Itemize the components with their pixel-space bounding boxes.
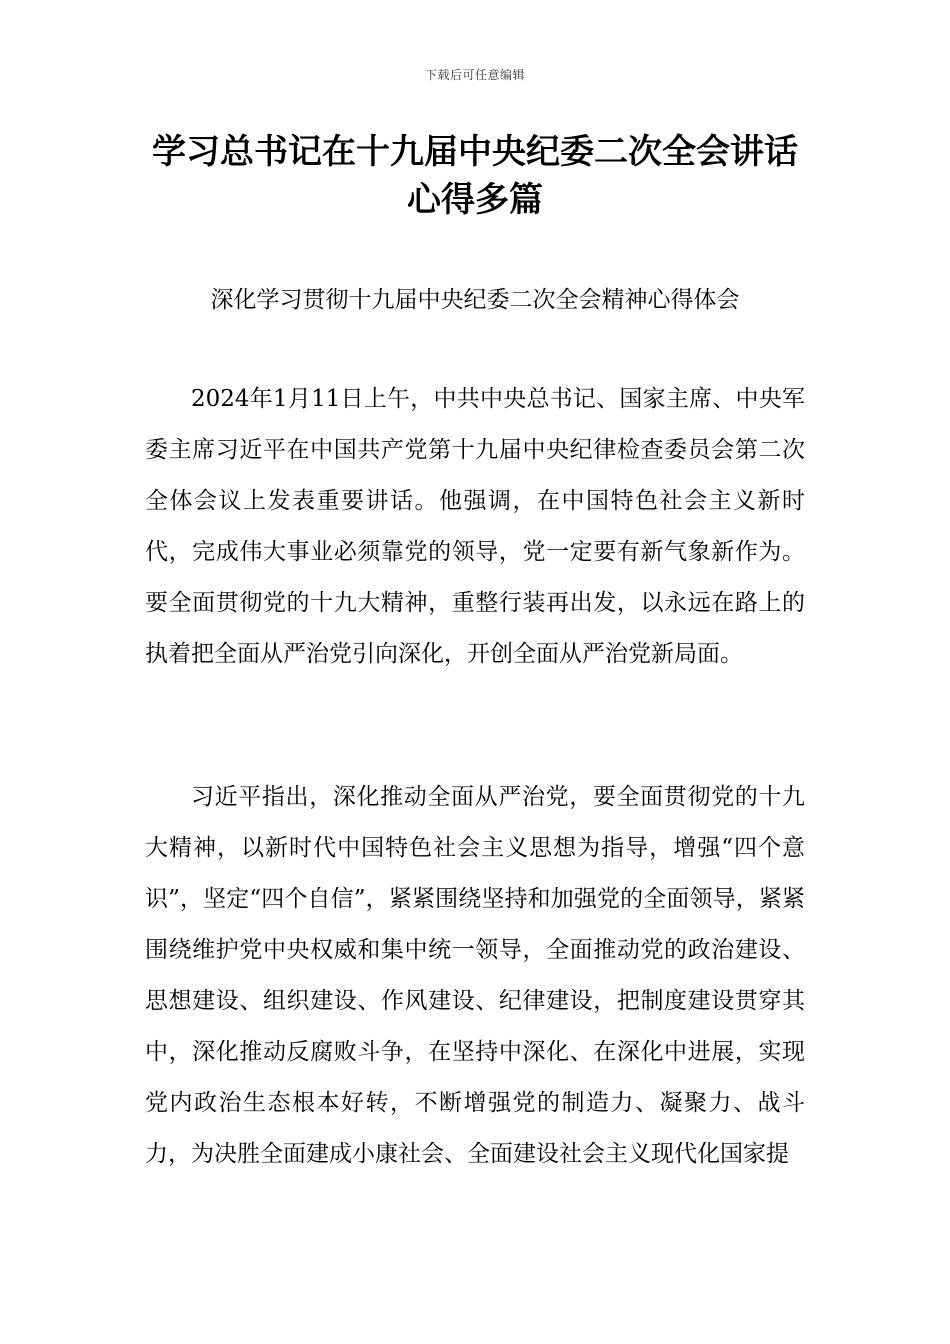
document-title: 学习总书记在十九届中央纪委二次全会讲话心得多篇 xyxy=(152,132,798,220)
header-note: 下载后可任意编辑 xyxy=(424,68,525,82)
document-subtitle: 深化学习贯彻十九届中央纪委二次全会精神心得体会 xyxy=(210,287,740,313)
paragraph-1: 2024年1月11日上午，中共中央总书记、国家主席、中央军委主席习近平在中国共产党第十九届中央纪律检查委员会第二次全体会议上发表重要讲话。他强调，在中国特色社会主义新时代，完成伟大事业必须靠党的领导，党一定要有新气象新作为。要全面贯彻党的十九大精神，重整行装再出发，以永远在路上的执着把全面从严治党引向深化，开创全面从严治党新局面。 xyxy=(145,386,805,667)
paragraph-2: 习近平指出，深化推动全面从严治党，要全面贯彻党的十九大精神，以新时代中国特色社会主义思想为指导，增强“四个意识”，坚定“四个自信”，紧紧围绕坚持和加强党的全面领导，紧紧围绕维护党中央权威和集中统一领导，全面推动党的政治建设、思想建设、组织建设、作风建设、纪律建设，把制度建设贯穿其中，深化推动反腐败斗争，在坚持中深化、在深化中进展，实现党内政治生态根本好转，不断增强党的制造力、凝聚力、战斗力，为决胜全面建成小康社会、全面建设社会主义现代化国家提 xyxy=(145,784,805,1167)
